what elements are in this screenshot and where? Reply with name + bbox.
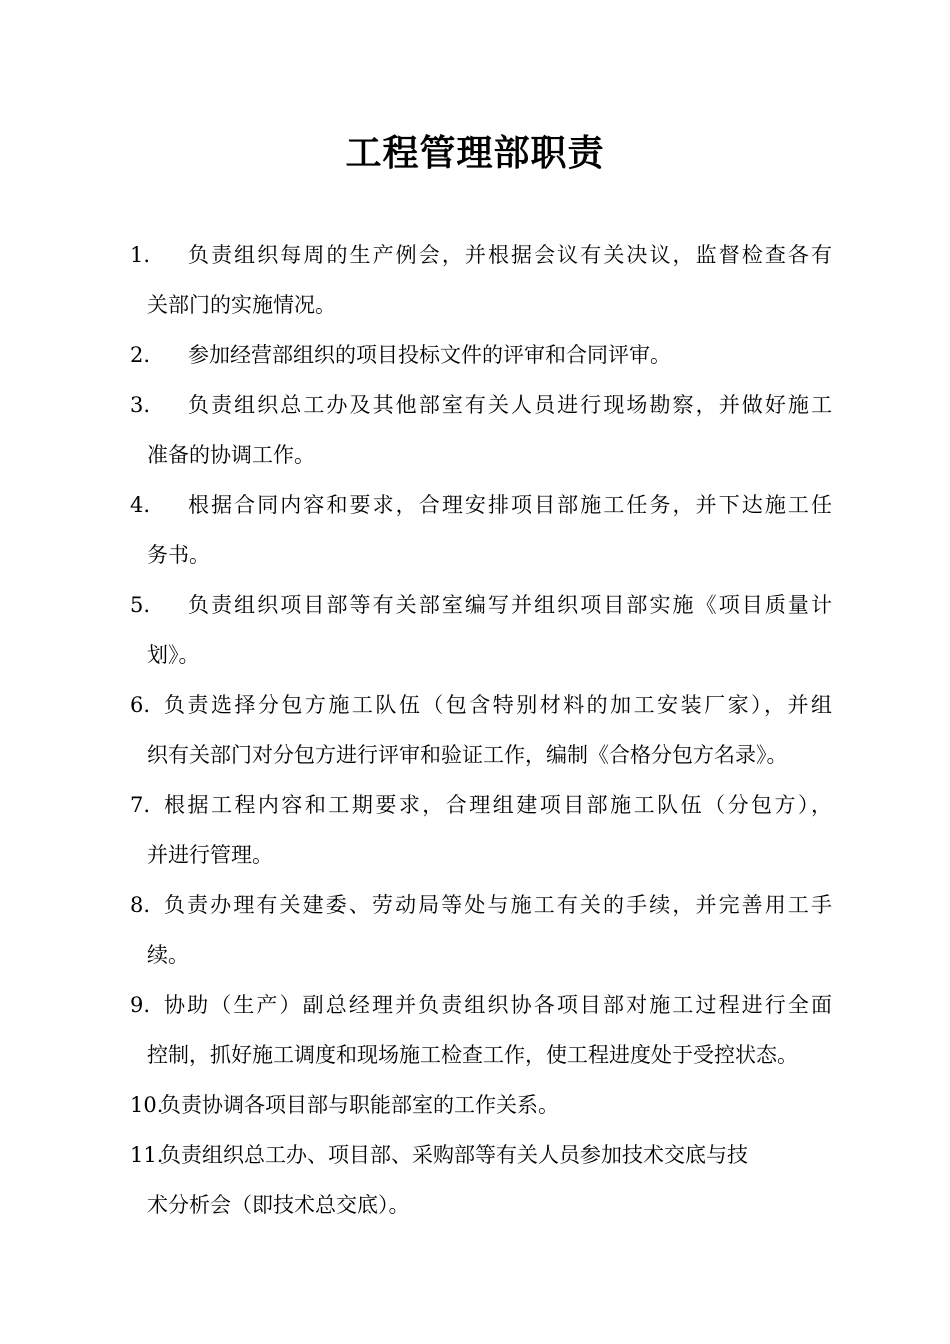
list-item-9 bbox=[130, 980, 832, 1080]
item-text-line: 划》。 bbox=[147, 643, 200, 667]
item-number: 7. bbox=[130, 793, 151, 817]
item-text-line: 织有关部门对分包方进行评审和验证工作，编制《合格分包方名录》。 bbox=[147, 743, 788, 767]
item-number: 10. bbox=[130, 1093, 164, 1117]
list-item-4 bbox=[130, 480, 832, 580]
list-item-7 bbox=[130, 780, 832, 880]
page-title: 工程管理部职责 bbox=[345, 132, 605, 174]
item-text-line: 负责协调各项目部与职能部室的工作关系。 bbox=[160, 1093, 559, 1117]
item-number: 6. bbox=[130, 693, 151, 717]
item-text-line: 术分析会（即技术总交底）。 bbox=[147, 1193, 410, 1217]
item-number: 11. bbox=[130, 1143, 164, 1167]
item-text-line: 务书。 bbox=[147, 543, 210, 567]
item-text-line: 根据工程内容和工期要求，合理组建项目部施工队伍（分包方）， bbox=[164, 793, 832, 817]
item-text-line: 参加经营部组织的项目投标文件的评审和合同评审。 bbox=[188, 343, 671, 367]
list-item-1 bbox=[130, 230, 832, 330]
item-number: 2. bbox=[130, 343, 151, 367]
item-text-line: 关部门的实施情况。 bbox=[147, 293, 336, 317]
duty-list bbox=[130, 230, 832, 1230]
list-item-10 bbox=[130, 1080, 832, 1130]
item-number: 8. bbox=[130, 893, 151, 917]
list-item-11 bbox=[130, 1130, 832, 1230]
item-text-line: 根据合同内容和要求，合理安排项目部施工任务，并下达施工任 bbox=[188, 493, 832, 517]
item-number: 1. bbox=[130, 243, 151, 267]
list-item-2 bbox=[130, 330, 832, 380]
item-text-line: 控制，抓好施工调度和现场施工检查工作，使工程进度处于受控状态。 bbox=[147, 1043, 798, 1067]
item-text-line: 负责组织每周的生产例会，并根据会议有关决议，监督检查各有 bbox=[188, 243, 832, 267]
item-text-line: 负责组织总工办及其他部室有关人员进行现场勘察，并做好施工 bbox=[188, 393, 832, 417]
list-item-8 bbox=[130, 880, 832, 980]
item-text-line: 准备的协调工作。 bbox=[147, 443, 315, 467]
item-text-line: 并进行管理。 bbox=[147, 843, 273, 867]
item-number: 4. bbox=[130, 493, 151, 517]
item-number: 3. bbox=[130, 393, 151, 417]
item-number: 5. bbox=[130, 593, 151, 617]
item-number: 9. bbox=[130, 993, 151, 1017]
list-item-3 bbox=[130, 380, 832, 480]
item-text-line: 协助（生产）副总经理并负责组织协各项目部对施工过程进行全面 bbox=[164, 993, 832, 1017]
item-text-line: 负责组织总工办、项目部、采购部等有关人员参加技术交底与技 bbox=[160, 1143, 748, 1167]
list-item-5 bbox=[130, 580, 832, 680]
item-text-line: 负责办理有关建委、劳动局等处与施工有关的手续，并完善用工手 bbox=[164, 893, 832, 917]
item-text-line: 负责组织项目部等有关部室编写并组织项目部实施《项目质量计 bbox=[188, 593, 832, 617]
item-text-line: 续。 bbox=[147, 943, 189, 967]
item-text-line: 负责选择分包方施工队伍（包含特别材料的加工安装厂家），并组 bbox=[164, 693, 832, 717]
list-item-6 bbox=[130, 680, 832, 780]
